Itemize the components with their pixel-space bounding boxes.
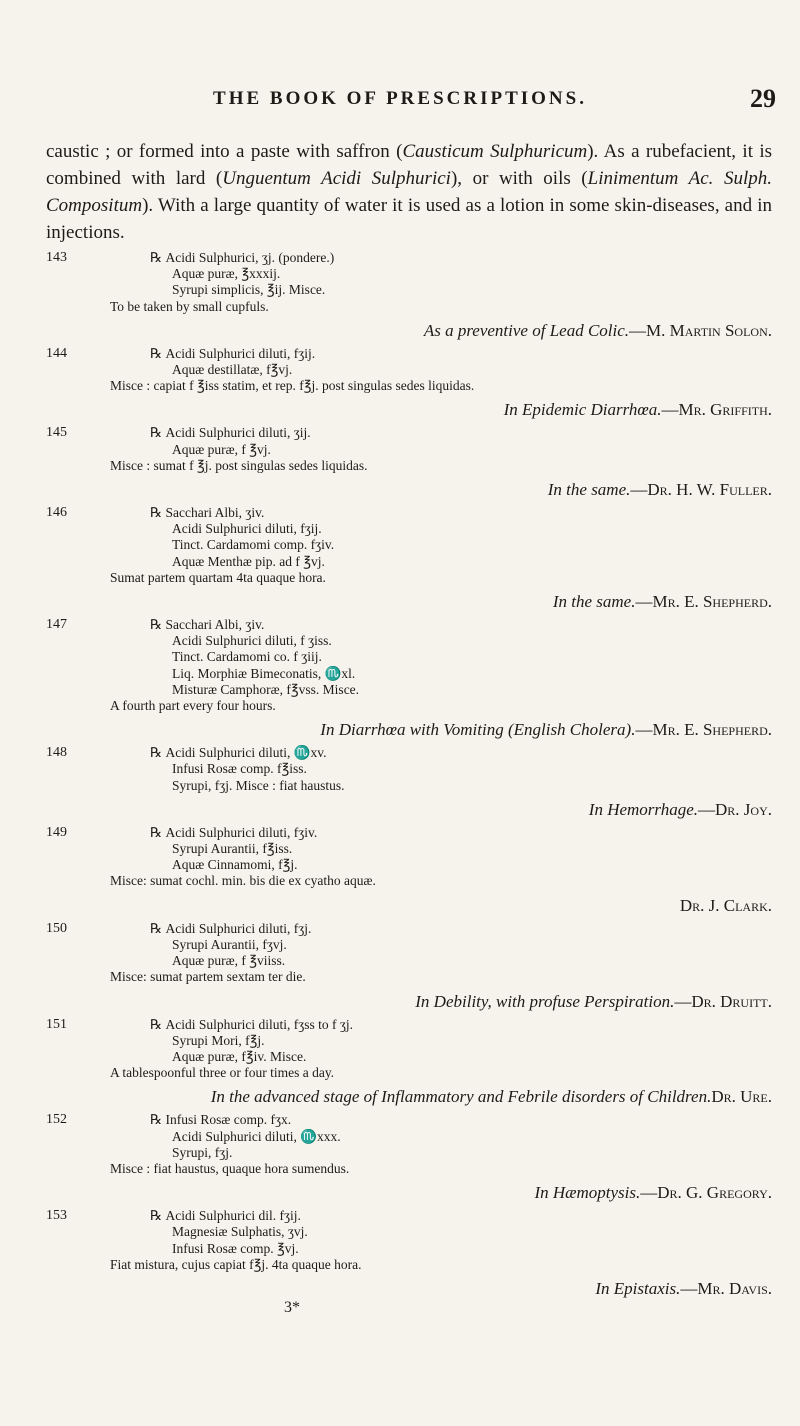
attribution-condition: In Hemorrhage. xyxy=(588,799,699,819)
prescription-number: 147 xyxy=(46,617,67,633)
recipe-symbol-icon: ℞ xyxy=(150,425,163,442)
prescription-line-text: Acidi Sulphurici, ʒj. (pondere.) xyxy=(165,250,335,265)
intro-paragraph xyxy=(46,138,772,246)
prescription-line-text: Acidi Sulphurici diluti, f ʒiss. xyxy=(172,633,332,649)
prescription-line xyxy=(150,1208,772,1224)
attribution xyxy=(46,717,772,743)
prescription-line xyxy=(110,299,772,315)
attribution-author: —Mr. E. Shepherd. xyxy=(635,592,772,612)
prescription-line-text: Acidi Sulphurici dil. fʒij. xyxy=(165,1208,301,1224)
attribution-condition: In Epidemic Diarrhœa. xyxy=(503,400,662,420)
attribution-author: —Mr. E. Shepherd. xyxy=(635,720,772,740)
recipe-symbol-icon: ℞ xyxy=(150,1208,163,1225)
prescription-line xyxy=(150,857,772,873)
prescription-line-text: Sacchari Albi, ʒiv. xyxy=(165,505,265,521)
prescription-line xyxy=(150,1033,772,1049)
attribution-author: —Dr. H. W. Fuller. xyxy=(630,480,772,500)
recipe-symbol-icon: ℞ xyxy=(150,345,163,362)
prescription-line xyxy=(150,1224,772,1240)
prescription-line-text: A tablespoonful three or four times a day. xyxy=(110,1065,335,1081)
prescription-line xyxy=(150,1049,772,1065)
attribution-condition: As a preventive of Lead Colic. xyxy=(423,320,630,340)
prescription-line-text: Tinct. Cardamomi co. f ʒiij. xyxy=(172,649,322,665)
prescription-line xyxy=(110,458,772,474)
prescription-line xyxy=(110,1065,772,1081)
attribution-condition: In Hæmoptysis. xyxy=(534,1183,641,1203)
prescription-line xyxy=(150,266,772,282)
prescription-line xyxy=(150,554,772,570)
prescription-line xyxy=(150,1129,772,1145)
prescription-line-text: Aquæ destillatæ, f℥vj. xyxy=(172,362,293,378)
prescription-line-text: Syrupi, fʒj. xyxy=(172,1144,233,1160)
prescription-line xyxy=(110,698,772,714)
prescription xyxy=(46,745,772,794)
attribution xyxy=(46,318,772,344)
intro-term: Causticum Sulphuricum xyxy=(402,141,588,162)
prescription-line-text: Acidi Sulphurici diluti, ♏xxx. xyxy=(172,1128,341,1144)
attribution-author: Dr. J. Clark. xyxy=(679,895,772,915)
prescription-line xyxy=(150,1112,772,1128)
recipe-symbol-icon: ℞ xyxy=(150,1016,163,1033)
prescription-number: 148 xyxy=(46,745,67,761)
prescription-line-text: Misce : capiat f ℥iss statim, et rep. f℥j. post singulas sedes liquidas. xyxy=(110,378,475,394)
prescription-line-text: Syrupi, fʒj. Misce : fiat haustus. xyxy=(172,777,345,793)
prescription-number: 143 xyxy=(46,250,67,265)
attribution-condition: In the same. xyxy=(552,592,636,612)
prescription-line-text: Infusi Rosæ comp. f℥iss. xyxy=(172,761,307,777)
prescription-line-text: Aquæ Menthæ pip. ad f ℥vj. xyxy=(172,553,325,569)
prescription-line xyxy=(150,1145,772,1161)
prescription-line-text: Fiat mistura, cujus capiat f℥j. 4ta quaque hora. xyxy=(110,1256,362,1272)
prescription-line-text: Misce : sumat f ℥j. post singulas sedes liquidas. xyxy=(110,457,368,473)
prescription-line xyxy=(150,362,772,378)
prescription-line xyxy=(150,617,772,633)
attribution-author: —Mr. Griffith. xyxy=(661,400,772,420)
attribution-condition: In Debility, with profuse Perspiration. xyxy=(415,991,675,1011)
prescription-line-text: Syrupi Aurantii, fʒvj. xyxy=(172,936,287,952)
prescription-line xyxy=(150,521,772,537)
intro-text: ). With a large quantity of water it is used as a lotion in some skin-diseases, and in injections. xyxy=(46,195,772,243)
attribution-author: Dr. Ure. xyxy=(711,1087,772,1107)
prescription-number: 153 xyxy=(46,1208,67,1224)
attribution-condition: In the advanced stage of Inflammatory and Febrile disorders of Children. xyxy=(210,1087,712,1107)
prescription-line-text: Misce: sumat partem sextam ter die. xyxy=(110,969,306,985)
attribution-author: —Dr. Joy. xyxy=(698,799,772,819)
prescription-number: 144 xyxy=(46,345,67,361)
prescription-line-text: Syrupi simplicis, ℥ij. Misce. xyxy=(172,282,326,298)
prescription-line-text: Aquæ Cinnamomi, f℥j. xyxy=(172,857,298,873)
attribution xyxy=(46,893,772,919)
prescription-line xyxy=(150,841,772,857)
prescription-line xyxy=(150,1017,772,1033)
page-header xyxy=(0,84,800,114)
page-number: 29 xyxy=(750,84,776,113)
prescription-line xyxy=(110,1257,772,1273)
prescription xyxy=(46,346,772,395)
prescription-line-text: Syrupi Aurantii, f℥iss. xyxy=(172,841,293,857)
intro-term: Unguentum Acidi Sulphurici xyxy=(222,168,451,189)
prescription-line xyxy=(110,873,772,889)
prescription-line-text: Acidi Sulphurici diluti, ʒij. xyxy=(165,425,311,441)
prescription-line-text: Aquæ puræ, f ℥viiss. xyxy=(172,953,286,969)
attribution-condition: In Epistaxis. xyxy=(595,1278,681,1298)
recipe-symbol-icon: ℞ xyxy=(150,250,163,266)
prescription-line-text: Misce : fiat haustus, quaque hora sumendus. xyxy=(110,1160,350,1176)
attribution xyxy=(46,589,772,615)
prescription-line-text: A fourth part every four hours. xyxy=(110,698,276,714)
prescription-line xyxy=(150,761,772,777)
prescription-line-text: Acidi Sulphurici diluti, fʒss to f ʒj. xyxy=(165,1016,353,1032)
prescription-line-text: Syrupi Mori, f℥j. xyxy=(172,1032,265,1048)
prescription-number: 146 xyxy=(46,505,67,521)
prescription-line-text: Acidi Sulphurici diluti, ♏xv. xyxy=(165,745,327,761)
prescription-number: 151 xyxy=(46,1016,67,1032)
prescription-line-text: Misturæ Camphoræ, f℥vss. Misce. xyxy=(172,681,360,697)
prescription-line xyxy=(150,649,772,665)
prescription-line xyxy=(150,633,772,649)
intro-text: ), or with oils ( xyxy=(450,168,588,189)
attribution-author: —Mr. Davis. xyxy=(680,1278,772,1298)
prescription-line xyxy=(150,953,772,969)
intro-term: Linimentum Ac. Sulph. Compositum xyxy=(46,168,772,216)
prescription xyxy=(46,250,772,315)
recipe-symbol-icon: ℞ xyxy=(150,617,163,634)
prescription xyxy=(46,1017,772,1082)
attribution xyxy=(46,1084,772,1110)
prescription-number: 149 xyxy=(46,824,67,840)
attribution-author: —M. Martin Solon. xyxy=(629,320,772,340)
prescription-line-text: Sumat partem quartam 4ta quaque hora. xyxy=(110,569,326,585)
closing-attribution xyxy=(46,1276,772,1302)
prescription-line xyxy=(150,921,772,937)
intro-text: ). As a rubefacient, it is combined with lard ( xyxy=(46,141,772,189)
recipe-symbol-icon: ℞ xyxy=(150,824,163,841)
attribution-author: —Dr. Druitt. xyxy=(674,991,772,1011)
prescription-line xyxy=(150,505,772,521)
prescription-line xyxy=(150,682,772,698)
prescription-line-text: Infusi Rosæ comp. fʒx. xyxy=(165,1112,292,1128)
prescription-line xyxy=(110,969,772,985)
prescription-line xyxy=(150,442,772,458)
prescription-line xyxy=(150,1241,772,1257)
prescription-line-text: Liq. Morphiæ Bimeconatis, ♏xl. xyxy=(172,665,356,681)
prescription-line xyxy=(150,250,772,266)
recipe-symbol-icon: ℞ xyxy=(150,505,163,522)
prescription-line xyxy=(110,570,772,586)
prescription xyxy=(46,617,772,714)
prescription xyxy=(46,1112,772,1177)
attribution xyxy=(46,797,772,823)
prescription-line-text: Acidi Sulphurici diluti, fʒiv. xyxy=(165,824,318,840)
prescription-line-text: Infusi Rosæ comp. ℥vj. xyxy=(172,1240,299,1256)
intro-text: caustic ; or formed into a paste with saffron ( xyxy=(46,141,403,162)
prescription-line-text: Aquæ puræ, f℥iv. Misce. xyxy=(172,1048,307,1064)
prescription-number: 152 xyxy=(46,1112,67,1128)
attribution xyxy=(46,1180,772,1206)
prescription-line-text: Misce: sumat cochl. min. bis die ex cyatho aquæ. xyxy=(110,873,376,889)
prescription xyxy=(46,921,772,986)
prescription-line-text: Sacchari Albi, ʒiv. xyxy=(165,617,265,633)
prescription-line-text: Aquæ puræ, f ℥vj. xyxy=(172,441,271,457)
attribution xyxy=(46,989,772,1015)
prescription-line xyxy=(150,937,772,953)
recipe-symbol-icon: ℞ xyxy=(150,920,163,937)
running-title: THE BOOK OF PRESCRIPTIONS. xyxy=(213,88,587,109)
attribution xyxy=(46,397,772,423)
prescription-line xyxy=(150,778,772,794)
prescriptions-list xyxy=(46,250,772,1316)
prescription xyxy=(46,1208,772,1273)
prescription-line xyxy=(150,346,772,362)
attribution xyxy=(46,477,772,503)
prescription-line-text: Magnesiæ Sulphatis, ʒvj. xyxy=(172,1224,308,1240)
prescription-line-text: Tinct. Cardamomi comp. fʒiv. xyxy=(172,537,335,553)
prescription-line xyxy=(110,378,772,394)
prescription xyxy=(46,425,772,474)
prescription-line xyxy=(150,425,772,441)
prescription-number: 145 xyxy=(46,425,67,441)
attribution-author: —Dr. G. Gregory. xyxy=(640,1183,772,1203)
prescription-number: 150 xyxy=(46,920,67,936)
attribution-condition: In Diarrhœa with Vomiting (English Cholera). xyxy=(320,720,636,740)
prescription-line xyxy=(150,537,772,553)
prescription-line-text: Acidi Sulphurici diluti, fʒij. xyxy=(172,521,322,537)
prescription xyxy=(46,825,772,890)
recipe-symbol-icon: ℞ xyxy=(150,1112,163,1129)
prescription-line xyxy=(150,666,772,682)
prescription-line xyxy=(110,1161,772,1177)
recipe-symbol-icon: ℞ xyxy=(150,745,163,762)
prescription-line xyxy=(150,745,772,761)
prescription-line-text: Aquæ puræ, ℥xxxij. xyxy=(172,266,281,282)
prescription xyxy=(46,505,772,586)
prescription-line-text: Acidi Sulphurici diluti, fʒij. xyxy=(165,345,316,361)
prescription-line-text: Acidi Sulphurici diluti, fʒj. xyxy=(165,920,312,936)
prescription-line-text: To be taken by small cupfuls. xyxy=(110,298,269,314)
attribution-condition: In the same. xyxy=(547,480,631,500)
prescription-line xyxy=(150,825,772,841)
prescription-line xyxy=(150,282,772,298)
signature-mark: 3* xyxy=(284,1298,300,1316)
